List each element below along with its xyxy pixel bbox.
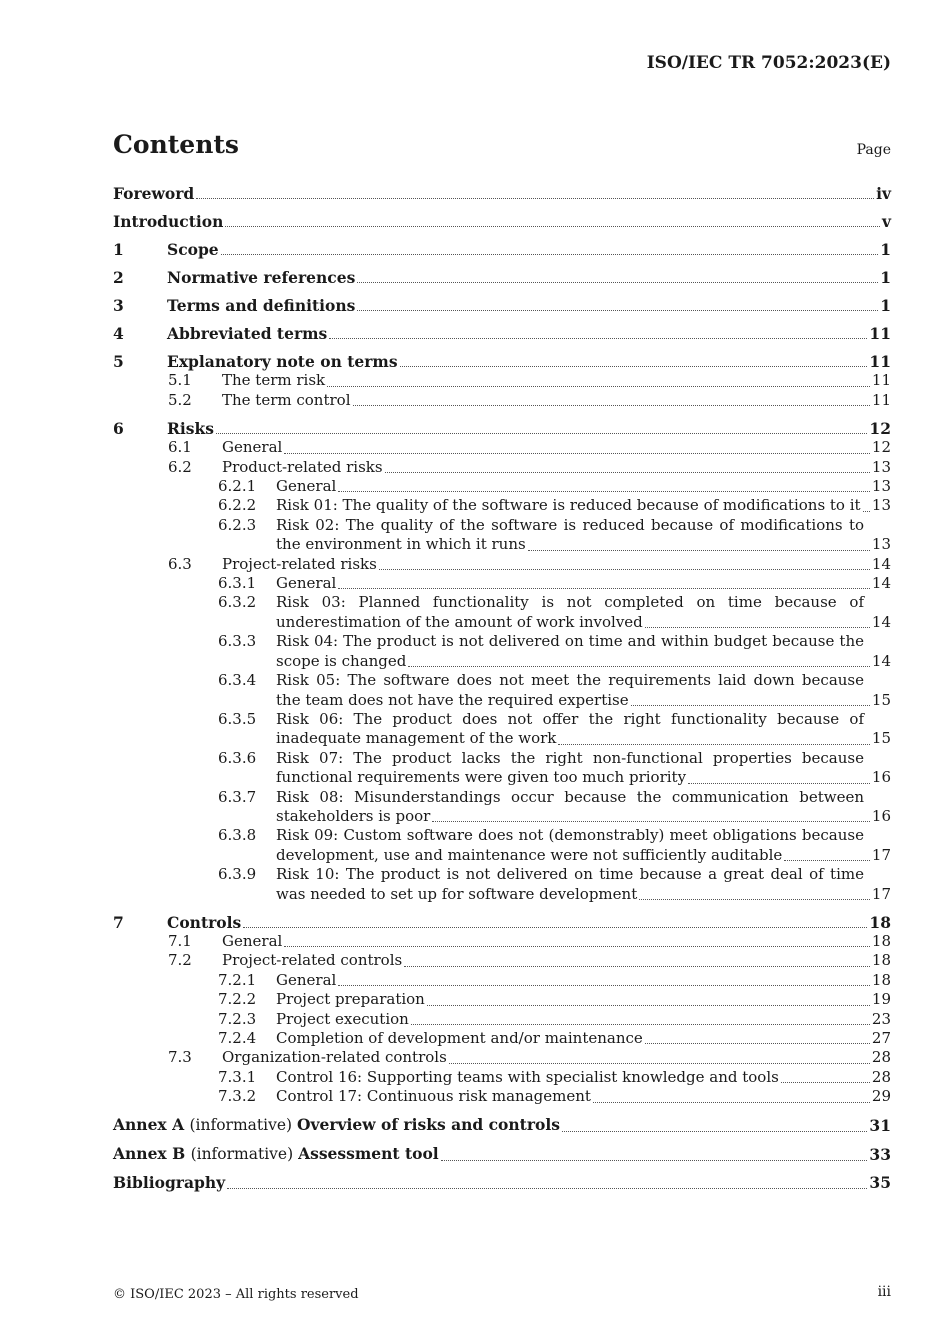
toc-page-number: 28 <box>871 1048 891 1067</box>
toc-page-number: 1 <box>880 296 891 315</box>
toc-entry-number: 7.3 <box>168 1048 192 1067</box>
toc-entry-number: 4 <box>113 324 124 343</box>
toc-entry-title <box>113 1115 891 1135</box>
toc-entry-number: 6.3.4 <box>218 671 257 690</box>
toc-entry-text: Control 17: Continuous risk management <box>276 1087 591 1106</box>
toc-entry[interactable] <box>113 496 891 515</box>
toc-entry-text: Normative references <box>167 268 356 287</box>
dot-leader <box>781 1082 870 1083</box>
toc-entry-text: Project preparation <box>276 990 425 1009</box>
toc-entry-text: Abbreviated terms <box>167 324 328 343</box>
toc-page-number: 23 <box>871 1009 891 1028</box>
toc-page-number: 14 <box>871 554 891 573</box>
toc-entry-text: Bibliography <box>113 1173 226 1193</box>
toc-entry[interactable] <box>113 971 891 990</box>
toc-entry[interactable] <box>113 932 891 951</box>
toc-page-number: 27 <box>871 1029 891 1047</box>
toc-entry-text: Project execution <box>276 1009 409 1028</box>
document-identifier: ISO/IEC TR 7052:2023(E) <box>646 53 891 73</box>
toc-entry-title <box>113 1048 891 1067</box>
toc-page-number: 15 <box>871 729 891 748</box>
dot-leader <box>645 1043 870 1044</box>
toc-page-number: 11 <box>871 390 891 409</box>
toc-entry[interactable] <box>113 516 891 555</box>
toc-entry-text: Controls <box>167 912 242 932</box>
dot-leader <box>196 198 874 199</box>
toc-entry-text: Project-related risks <box>222 554 377 573</box>
table-of-contents <box>113 184 891 1193</box>
toc-page-number: 11 <box>869 324 891 343</box>
dot-leader <box>338 985 870 986</box>
toc-entry[interactable] <box>113 1029 891 1048</box>
toc-entry-title <box>113 458 891 477</box>
dot-leader <box>216 433 867 434</box>
toc-entry-text: Product-related risks <box>222 457 383 476</box>
toc-entry-text: The term risk <box>222 371 326 390</box>
toc-entry[interactable] <box>113 296 891 315</box>
toc-entry-text: Terms and definitions <box>167 296 356 315</box>
toc-page-number: 18 <box>871 931 891 950</box>
toc-page-number: 17 <box>871 845 891 864</box>
toc-page-number: 19 <box>871 990 891 1009</box>
dot-leader <box>385 472 870 473</box>
toc-page-number: 28 <box>871 1067 891 1086</box>
toc-entry-number: 1 <box>113 240 124 259</box>
copyright-notice: © ISO/IEC 2023 – All rights reserved <box>113 1287 359 1302</box>
toc-entry-text: Overview of risks and controls <box>297 1115 560 1135</box>
toc-page-number: 15 <box>871 690 891 709</box>
toc-entry-text: Completion of development and/or maintenance <box>276 1029 643 1047</box>
toc-entry-text: Risk 07: The product lacks the right non-functional properties because functional requirements were given too much priority <box>276 748 864 787</box>
toc-entry-text: Risks <box>167 418 214 438</box>
toc-entry-number: 6.3.1 <box>218 574 257 593</box>
toc-entry-title <box>113 324 891 343</box>
toc-page-number: 29 <box>871 1087 891 1106</box>
toc-entry[interactable] <box>113 371 891 390</box>
toc-entry[interactable] <box>113 671 891 710</box>
annex-type: (informative) <box>190 1145 299 1164</box>
toc-entry-number: 5 <box>113 352 124 371</box>
toc-entry-title <box>113 184 891 203</box>
toc-page-number: 13 <box>871 496 891 515</box>
toc-entry-number: 6.3.6 <box>218 748 257 767</box>
toc-entry-number: 6.2.2 <box>218 496 257 515</box>
toc-entry[interactable] <box>113 1010 891 1029</box>
toc-page-number: 1 <box>880 240 891 259</box>
toc-entry[interactable] <box>113 391 891 410</box>
toc-entry-number: 7.2 <box>168 951 192 970</box>
toc-entry-title <box>113 951 891 970</box>
dot-leader <box>558 744 870 745</box>
dot-leader <box>528 550 870 551</box>
toc-entry[interactable] <box>113 593 891 632</box>
dot-leader <box>284 946 870 947</box>
toc-entry[interactable] <box>113 1115 891 1135</box>
dot-leader <box>441 1160 868 1161</box>
toc-page-number: 13 <box>871 477 891 496</box>
toc-entry-title <box>113 1144 891 1164</box>
toc-entry-text: Project-related controls <box>222 951 403 970</box>
toc-entry-text: Risk 02: The quality of the software is reduced because of modifications to the environment in which it runs <box>276 515 864 554</box>
toc-page-number: 18 <box>871 951 891 970</box>
toc-entry-text: General <box>222 931 283 950</box>
toc-entry-title <box>113 438 891 457</box>
toc-entry-number: 6.3.9 <box>218 865 257 884</box>
toc-page-number: 12 <box>871 438 891 457</box>
toc-page-number: v <box>881 212 891 231</box>
toc-page-number: 33 <box>869 1145 891 1165</box>
toc-entry[interactable] <box>113 574 891 593</box>
dot-leader <box>631 705 870 706</box>
toc-page-number: 13 <box>871 535 891 554</box>
toc-entry[interactable] <box>113 419 891 438</box>
toc-entry-title <box>113 268 891 287</box>
toc-entry-title <box>113 240 891 259</box>
toc-entry-text: Risk 03: Planned functionality is not completed on time because of underestimation of the amount of work involved <box>276 593 864 631</box>
toc-entry-number: 6.3.5 <box>218 709 257 728</box>
toc-entry[interactable] <box>113 951 891 970</box>
toc-entry-number: 7.3.1 <box>218 1067 257 1086</box>
toc-page-number: 11 <box>869 352 891 371</box>
toc-entry[interactable] <box>113 990 891 1009</box>
toc-entry[interactable] <box>113 212 891 231</box>
dot-leader <box>449 1063 870 1064</box>
toc-entry-title <box>113 296 891 315</box>
toc-entry[interactable] <box>113 240 891 259</box>
dot-leader <box>688 783 870 784</box>
toc-entry-text: Risk 04: The product is not delivered on time and within budget because the scope is changed <box>276 632 864 670</box>
toc-entry-number: 7.2.1 <box>218 970 257 989</box>
toc-page-number: 12 <box>869 418 891 438</box>
toc-entry-number: 7.2.4 <box>218 1029 257 1047</box>
toc-entry-number: 6.1 <box>168 438 192 457</box>
toc-entry[interactable] <box>113 324 891 343</box>
dot-leader <box>221 254 879 255</box>
toc-entry-number: 3 <box>113 296 124 315</box>
toc-entry-title <box>113 913 891 932</box>
dot-leader <box>338 491 870 492</box>
toc-entry-number: 6.2.1 <box>218 477 257 496</box>
toc-entry-text: Control 16: Supporting teams with specialist knowledge and tools <box>276 1067 779 1086</box>
dot-leader <box>404 966 870 967</box>
toc-entry-title <box>113 212 891 231</box>
annex-label: Annex B <box>113 1144 191 1164</box>
toc-entry-number: 7.3.2 <box>218 1087 257 1106</box>
toc-entry-number: 5.1 <box>168 371 192 390</box>
toc-entry-text: Risk 08: Misunderstandings occur because the communication between stakeholders is poor <box>276 787 864 825</box>
page-number: iii <box>877 1284 891 1300</box>
toc-entry-number: 6.3.3 <box>218 632 257 651</box>
dot-leader <box>357 282 878 283</box>
dot-leader <box>243 927 867 928</box>
toc-page-number: 14 <box>871 612 891 631</box>
toc-entry-text: Risk 01: The quality of the software is reduced because of modifications to it <box>276 496 861 515</box>
dot-leader <box>432 821 870 822</box>
toc-entry-title <box>113 1173 891 1192</box>
toc-entry[interactable] <box>113 458 891 477</box>
dot-leader <box>562 1131 867 1132</box>
toc-entry-text: General <box>276 970 337 989</box>
toc-entry-number: 2 <box>113 268 124 287</box>
dot-leader <box>784 860 870 861</box>
toc-page-number: 18 <box>869 912 891 932</box>
toc-entry-number: 7.1 <box>168 931 192 950</box>
toc-entry[interactable] <box>113 438 891 457</box>
toc-entry-title <box>113 371 891 390</box>
dot-leader <box>427 1005 870 1006</box>
toc-entry-number: 7 <box>113 912 124 932</box>
toc-entry-text: Risk 09: Custom software does not (demonstrably) meet obligations because development, use and maintenance were not sufficiently auditable <box>276 826 864 864</box>
toc-page-number: 14 <box>871 574 891 593</box>
dot-leader <box>400 366 868 367</box>
toc-entry-number: 6.3 <box>168 554 192 573</box>
toc-entry-title <box>113 391 891 410</box>
toc-entry-text: General <box>276 574 337 593</box>
toc-entry[interactable] <box>113 184 891 203</box>
toc-entry-text: Risk 10: The product is not delivered on time because a great deal of time was needed to set up for software development <box>276 865 864 903</box>
toc-entry-title <box>113 352 891 371</box>
toc-page-number: 17 <box>871 884 891 903</box>
dot-leader <box>357 310 878 311</box>
toc-page-number: 14 <box>871 651 891 670</box>
dot-leader <box>639 899 870 900</box>
toc-entry-number: 7.2.2 <box>218 990 257 1009</box>
dot-leader <box>379 569 870 570</box>
toc-entry[interactable] <box>113 865 891 904</box>
toc-entry[interactable] <box>113 913 891 932</box>
dot-leader <box>327 386 870 387</box>
toc-page-number: 16 <box>871 806 891 825</box>
toc-entry[interactable] <box>113 1048 891 1067</box>
toc-page-number: 16 <box>871 768 891 787</box>
toc-entry-text: Organization-related controls <box>222 1048 447 1067</box>
dot-leader <box>284 453 870 454</box>
toc-entry[interactable] <box>113 555 891 574</box>
dot-leader <box>227 1188 867 1189</box>
dot-leader <box>411 1024 870 1025</box>
toc-entry-text: Risk 05: The software does not meet the requirements laid down because the team does not have the required expertise <box>276 671 864 709</box>
toc-entry-text: General <box>276 477 337 496</box>
dot-leader <box>338 588 870 589</box>
toc-entry[interactable] <box>113 1068 891 1087</box>
toc-page-number: 11 <box>871 371 891 390</box>
toc-entry[interactable] <box>113 1087 891 1106</box>
toc-page-number: 31 <box>869 1116 891 1136</box>
toc-entry[interactable] <box>113 632 891 671</box>
toc-entry-number: 5.2 <box>168 390 192 409</box>
page-column-label: Page <box>856 142 891 158</box>
toc-entry-title <box>113 932 891 951</box>
toc-entry-text: Explanatory note on terms <box>167 352 398 371</box>
dot-leader <box>225 226 880 227</box>
toc-entry-text: Scope <box>167 240 219 259</box>
toc-entry-text: Foreword <box>113 184 195 203</box>
toc-page-number: 35 <box>869 1173 891 1193</box>
toc-entry-number: 6.2.3 <box>218 515 257 534</box>
toc-page-number: 13 <box>871 457 891 476</box>
annex-type: (informative) <box>189 1116 297 1135</box>
toc-entry-text: Risk 06: The product does not offer the right functionality because of inadequate management of the work <box>276 709 864 748</box>
toc-entry[interactable] <box>113 477 891 496</box>
toc-page-number: 1 <box>880 268 891 287</box>
toc-entry-number: 6.3.7 <box>218 787 257 806</box>
toc-entry-number: 6.3.8 <box>218 826 257 845</box>
annex-label: Annex A <box>113 1115 190 1135</box>
toc-entry-title <box>113 419 891 438</box>
toc-entry[interactable] <box>113 749 891 788</box>
toc-entry[interactable] <box>113 1144 891 1164</box>
toc-entry[interactable] <box>113 826 891 865</box>
toc-entry[interactable] <box>113 788 891 827</box>
toc-entry-text: The term control <box>222 390 351 409</box>
toc-entry-number: 6.2 <box>168 457 192 476</box>
dot-leader <box>863 511 870 512</box>
toc-entry[interactable] <box>113 352 891 371</box>
toc-entry-text: General <box>222 438 283 457</box>
dot-leader <box>408 666 870 667</box>
toc-entry-number: 7.2.3 <box>218 1009 257 1028</box>
toc-entry[interactable] <box>113 1173 891 1192</box>
toc-entry-title <box>113 555 891 574</box>
dot-leader <box>645 627 870 628</box>
toc-entry[interactable] <box>113 710 891 749</box>
toc-entry-text: Assessment tool <box>298 1144 439 1164</box>
toc-page-number: 18 <box>871 970 891 989</box>
toc-entry-number: 6.3.2 <box>218 593 257 612</box>
dot-leader <box>593 1102 870 1103</box>
page-title: Contents <box>113 130 240 159</box>
toc-entry-text: Introduction <box>113 212 224 231</box>
dot-leader <box>353 405 870 406</box>
toc-page-number: iv <box>876 184 891 203</box>
toc-entry-number: 6 <box>113 418 124 438</box>
dot-leader <box>329 338 867 339</box>
toc-entry[interactable] <box>113 268 891 287</box>
